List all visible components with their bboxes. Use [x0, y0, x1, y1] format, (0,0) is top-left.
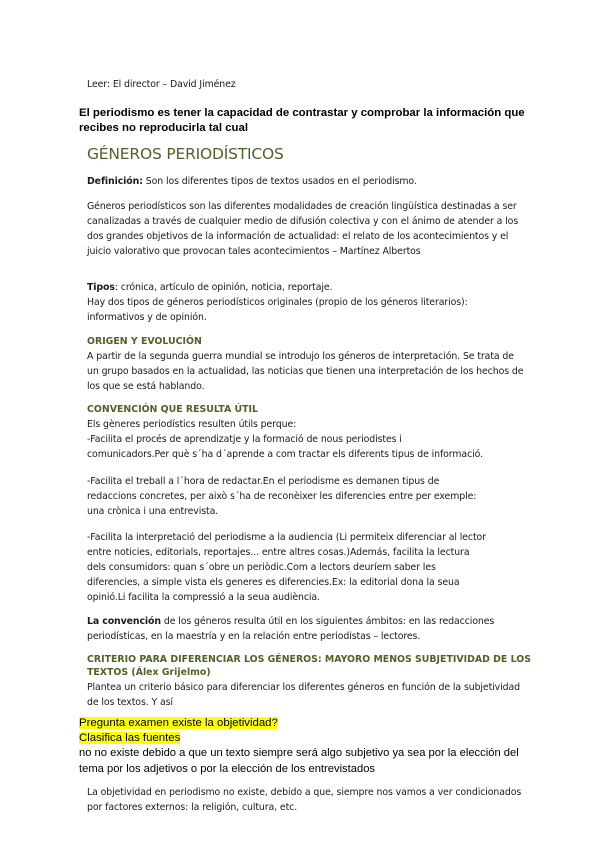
convencion-summary-line-2: periodísticas, en la maestría y en la relación entre periodistas – lectores. [87, 631, 421, 642]
final-line-2: por factores externos: la religión, cultura, etc. [87, 802, 298, 813]
criterio-author: (Álex Grijelmo) [128, 667, 211, 678]
exam-answer-line-2: tema por los adjetivos o por la elección de los entrevistados [79, 763, 376, 775]
exam-sources [79, 731, 180, 746]
criterio-line-2: de los textos. Y así [87, 697, 173, 708]
convencion-b2-line-3: una crònica i una entrevista. [87, 506, 219, 517]
paragraph1-line-1: Géneros periodísticos son las diferentes modalidades de creación lingüística destinadas a ser [87, 201, 517, 212]
convencion-summary-text: de los géneros resulta útil en los siguientes ámbitos: en las redacciones [160, 616, 495, 627]
convencion-b2-line-1: -Facilita el treball a l´hora de redactar.En el periodisme es demanen tipus de [87, 476, 440, 487]
intro-line-1: El periodismo es tener la capacidad de contrastar y comprobar la información que [79, 107, 525, 119]
origen-heading: ORIGEN Y EVOLUCIÓN [87, 336, 202, 347]
convencion-b2-line-2: redaccions concretes, per això s´ha de reconèixer les diferencies entre per exemple: [87, 491, 477, 502]
origen-line-3: los que se está hablando. [87, 381, 205, 392]
intro-statement [79, 106, 549, 136]
convencion-b3-line-1: -Facilita la interpretació del periodisme a la audiencia (Li permiteix diferenciar al lector [87, 532, 486, 543]
exam-question-highlight: Pregunta examen existe la objetividad? [79, 717, 278, 729]
definition-text: Son los diferentes tipos de textos usados en el periodismo. [142, 176, 417, 187]
criterio-heading-line-1: CRITERIO PARA DIFERENCIAR LOS GÉNEROS: MAYORO MENOS SUBJETIVIDAD DE LOS [87, 654, 531, 665]
exam-answer-line-1: no no existe debido a que un texto siempre será algo subjetivo ya sea por la elección del [79, 747, 519, 759]
tipos-line-2: Hay dos tipos de géneros periodísticos originales (propio de los géneros literarios): [87, 297, 468, 308]
convencion-b1-line-3: comunicadors.Per què s´ha d´aprende a com tractar els diferents tipus de informació. [87, 449, 483, 460]
criterio-heading-line-2 [87, 667, 211, 678]
intro-line-2: recibes no reproducirla tal cual [79, 122, 249, 134]
tipos-line-3: informativos y de opinión. [87, 312, 207, 323]
definition-label: Definición: [87, 176, 143, 187]
criterio-heading-textos: TEXTOS [87, 667, 129, 678]
convencion-b3-line-4: diferencies, a simple vista els generes es diferencies.Ex: la editorial dona la seua [87, 577, 460, 588]
convencion-b1-line-2: -Facilita el procés de aprendizatje y la formació de nous periodistes i [87, 434, 402, 445]
convencion-b3-line-5: opinió.Li facilita la compressió a la seua audiència. [87, 592, 320, 603]
criterio-line-1: Plantea un criterio básico para diferenciar los diferentes géneros en función de la subjetividad [87, 682, 520, 693]
convencion-summary-label: La convención [87, 616, 161, 627]
final-line-1: La objetividad en periodismo no existe, debido a que, siempre nos vamos a ver condicionados [87, 787, 522, 798]
definition-line [87, 174, 417, 189]
origen-line-1: A partir de la segunda guerra mundial se introdujo los géneros de interpretación. Se trata de [87, 351, 514, 362]
convencion-b1-line-1: Els gèneres periodístics resulten útils perque: [87, 419, 297, 430]
convencion-b3-line-3: dels consumidors: quan s´obre un periòdic.Com a lectors deuríem saber les [87, 562, 436, 573]
tipos-line-1 [87, 280, 332, 295]
paragraph1-line-4: juicio valorativo que provocan tales acontecimientos – Martínez Albertos [87, 246, 421, 257]
exam-sources-highlight: Clasifica las fuentes [79, 732, 181, 744]
convencion-summary-line-1 [87, 614, 494, 629]
paragraph1-line-2: canalizadas a través de cualquier medio de difusión colectiva y con el ánimo de atender a los [87, 216, 519, 227]
reading-note: Leer: El director – David Jiménez [87, 79, 236, 90]
paragraph1-line-3: dos grandes objetivos de la información de actualidad: el relato de los acontecimientos y el [87, 231, 509, 242]
convencion-b3-line-2: entre noticies, editorials, reportajes... entre altres cosas.)Además, facilita la lectura [87, 547, 470, 558]
page-title: GÉNEROS PERIODÍSTICOS [87, 145, 284, 163]
origen-line-2: un grupo basados en la actualidad, las noticias que tienen una interpretación de los hechos de [87, 366, 524, 377]
tipos-label: Tipos [87, 282, 115, 293]
convencion-heading: CONVENCIÓN QUE RESULTA ÚTIL [87, 404, 258, 415]
exam-question [79, 716, 278, 731]
tipos-text: : crónica, artículo de opinión, noticia, reportaje. [114, 282, 333, 293]
